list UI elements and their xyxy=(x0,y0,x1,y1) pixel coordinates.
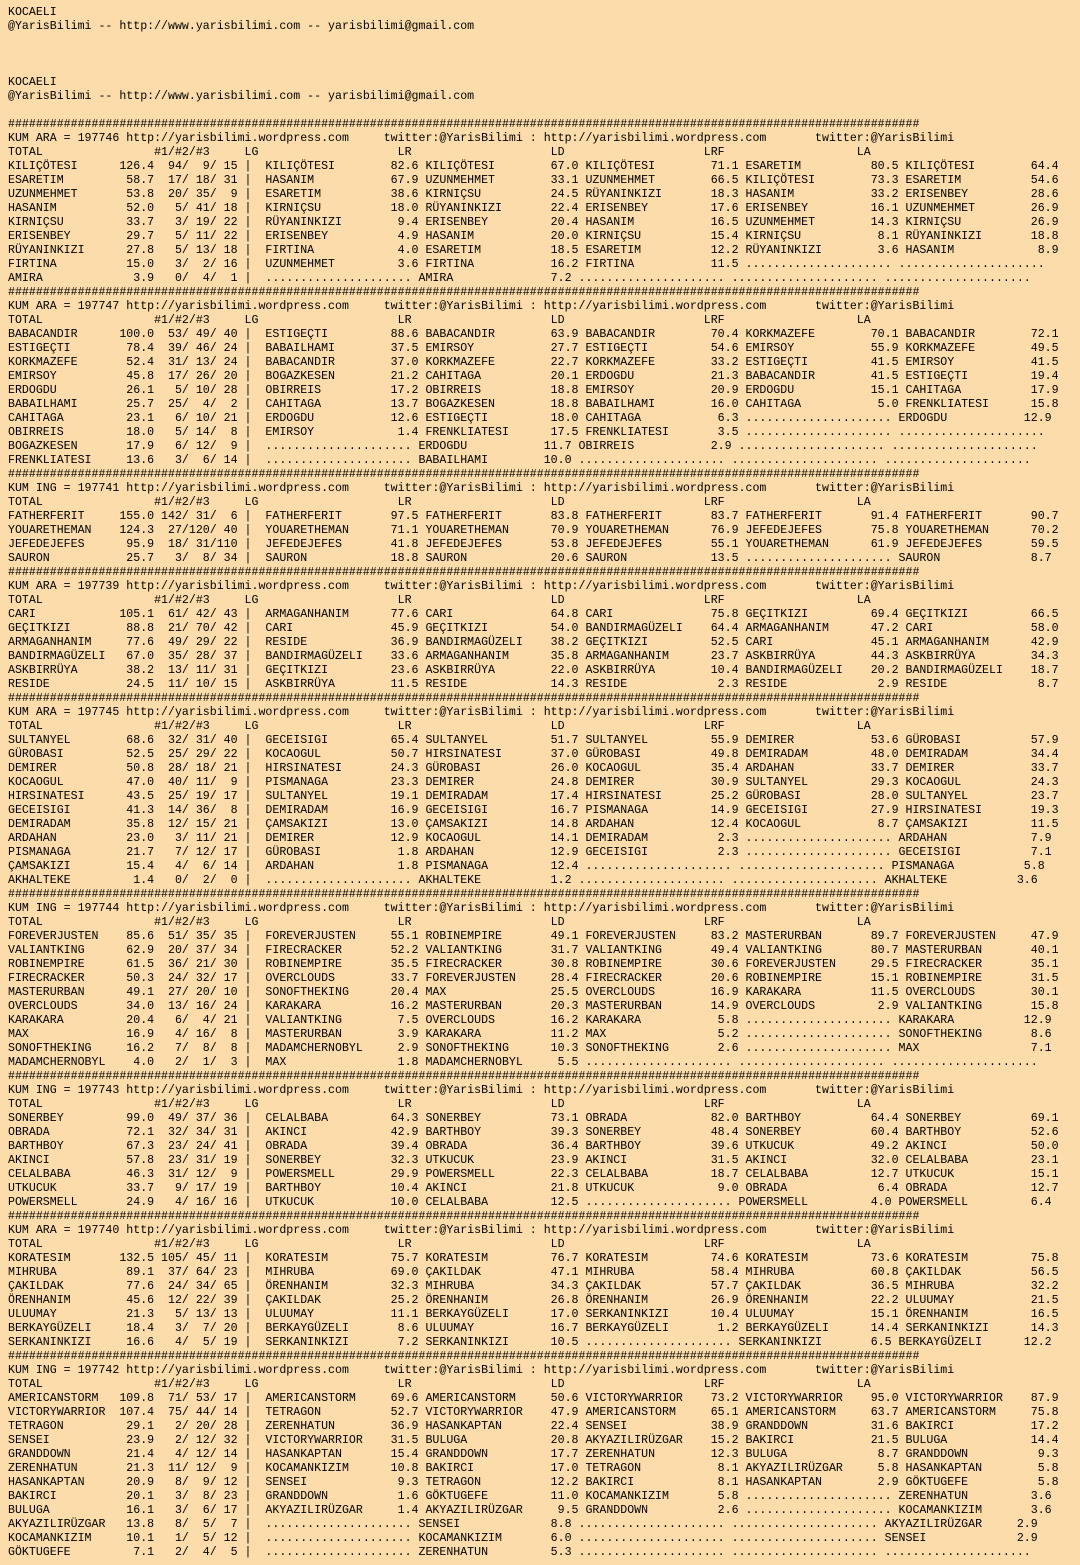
table-header: TOTAL #1/#2/#3 LG LR LD LRF LA xyxy=(8,1238,871,1251)
table-row: ÖRENHANIM 45.6 12/ 22/ 39 | ÇAKILDAK 25.2 ÖRENHANIM 26.8 ÖRENHANIM 26.9 ÖRENHANIM 22.2 ULUUMAY 21.5 xyxy=(8,1294,1059,1307)
table-row: TETRAGON 29.1 2/ 20/ 28 | ZERENHATUN 36.9 HASANKAPTAN 22.4 SENSEI 38.9 GRANDDOWN 31.6 BAKIRCI 17.2 xyxy=(8,1420,1059,1433)
table-row: FIRECRACKER 50.3 24/ 32/ 17 | OVERCLOUDS 33.7 FOREVERJUSTEN 28.4 FIRECRACKER 20.6 ROBINEMPIRE 15.1 ROBINEMPIRE 31.5 xyxy=(8,972,1059,985)
table-row: GECEISIGI 41.3 14/ 36/ 8 | DEMIRADAM 16.9 GECEISIGI 16.7 PISMANAGA 14.9 GECEISIGI 27.9 HIRSINATESI 19.3 xyxy=(8,804,1059,817)
race-title: KUM ING = 197742 http://yarisbilimi.wordpress.com twitter:@YarisBilimi : http://yarisbilimi.wordpress.com twitter:@YarisBilimi xyxy=(8,1364,955,1377)
table-row: KOCAOGUL 47.0 40/ 11/ 9 | PISMANAGA 23.3 DEMIRER 24.8 DEMIRER 30.9 SULTANYEL 29.3 KOCAOGUL 24.3 xyxy=(8,776,1059,789)
table-row: MIHRUBA 89.1 37/ 64/ 23 | MIHRUBA 69.0 ÇAKILDAK 47.1 MIHRUBA 58.4 MIHRUBA 60.8 ÇAKILDAK 56.5 xyxy=(8,1266,1059,1279)
table-row: OBIRREIS 18.0 5/ 14/ 8 | EMIRSOY 1.4 FRENKLIATESI 17.5 FRENKLIATESI 3.5 ..................... ..................... xyxy=(8,426,1045,439)
table-row: SONERBEY 99.0 49/ 37/ 36 | CELALBABA 64.3 SONERBEY 73.1 OBRADA 82.0 BARTHBOY 64.4 SONERBEY 69.1 xyxy=(8,1112,1059,1125)
section-separator: ################################################################################################################################### xyxy=(8,118,920,131)
section-separator: ################################################################################################################################### xyxy=(8,566,920,579)
race-title: KUM ARA = 197746 http://yarisbilimi.wordpress.com twitter:@YarisBilimi : http://yarisbilimi.wordpress.com twitter:@YarisBilimi xyxy=(8,132,955,145)
table-row: GÖKTUGEFE 7.1 2/ 4/ 5 | ..................... ZERENHATUN 5.3 ..................... ..................... ..................... xyxy=(8,1546,1031,1559)
table-row: POWERSMELL 24.9 4/ 16/ 16 | UTKUCUK 10.0 CELALBABA 12.5 ..................... POWERSMELL 4.0 POWERSMELL 6.4 xyxy=(8,1196,1052,1209)
table-row: MASTERURBAN 49.1 27/ 20/ 10 | SONOFTHEKING 20.4 MAX 25.5 OVERCLOUDS 16.9 KARAKARA 11.5 OVERCLOUDS 30.1 xyxy=(8,986,1059,999)
table-row: AKYAZILIRÜZGAR 13.8 8/ 5/ 7 | ..................... SENSEI 8.8 ..................... ..................... AKYAZILIRÜZGAR 2.9 xyxy=(8,1518,1038,1531)
table-row: VICTORYWARRIOR 107.4 75/ 44/ 14 | TETRAGON 52.7 VICTORYWARRIOR 47.9 AMERICANSTORM 65.1 AMERICANSTORM 63.7 AMERICANSTORM 75.8 xyxy=(8,1406,1059,1419)
table-row: FIRTINA 15.0 3/ 2/ 16 | UZUNMEHMET 3.6 FIRTINA 16.2 FIRTINA 11.5 ..................... ..................... xyxy=(8,258,1045,271)
table-row: ROBINEMPIRE 61.5 36/ 21/ 30 | ROBINEMPIRE 35.5 FIRECRACKER 30.8 ROBINEMPIRE 30.6 FOREVERJUSTEN 29.5 FIRECRACKER 35.1 xyxy=(8,958,1059,971)
table-row: KARAKARA 20.4 6/ 4/ 21 | VALIANTKING 7.5 OVERCLOUDS 16.2 KARAKARA 5.8 ..................... KARAKARA 12.9 xyxy=(8,1014,1052,1027)
table-row: BAKIRCI 20.1 3/ 8/ 23 | GRANDDOWN 1.6 GÖKTUGEFE 11.0 KOCAMANKIZIM 5.8 ..................... ZERENHATUN 3.6 xyxy=(8,1490,1052,1503)
table-row: GRANDDOWN 21.4 4/ 12/ 14 | HASANKAPTAN 15.4 GRANDDOWN 17.7 ZERENHATUN 12.3 BULUGA 8.7 GRANDDOWN 9.3 xyxy=(8,1448,1059,1461)
table-row: CELALBABA 46.3 31/ 12/ 9 | POWERSMELL 29.9 POWERSMELL 22.3 CELALBABA 18.7 CELALBABA 12.7 UTKUCUK 15.1 xyxy=(8,1168,1059,1181)
race-title: KUM ING = 197741 http://yarisbilimi.wordpress.com twitter:@YarisBilimi : http://yarisbilimi.wordpress.com twitter:@YarisBilimi xyxy=(8,482,955,495)
table-header: TOTAL #1/#2/#3 LG LR LD LRF LA xyxy=(8,720,871,733)
section-separator: ################################################################################################################################### xyxy=(8,1350,920,1363)
race-title: KUM ARA = 197745 http://yarisbilimi.wordpress.com twitter:@YarisBilimi : http://yarisbilimi.wordpress.com twitter:@YarisBilimi xyxy=(8,706,955,719)
contact-line-repeat: @YarisBilimi -- http://www.yarisbilimi.com -- yarisbilimi@gmail.com xyxy=(8,90,475,103)
table-row: ESARETIM 58.7 17/ 18/ 31 | HASANIM 67.9 UZUNMEHMET 33.1 UZUNMEHMET 66.5 KILIÇÖTESI 73.3 ESARETIM 54.6 xyxy=(8,174,1059,187)
section-separator: ################################################################################################################################### xyxy=(8,1210,920,1223)
section-separator: ################################################################################################################################### xyxy=(8,1070,920,1083)
table-row: KORATESIM 132.5 105/ 45/ 11 | KORATESIM 75.7 KORATESIM 76.7 KORATESIM 74.6 KORATESIM 73.6 KORATESIM 75.8 xyxy=(8,1252,1059,1265)
table-row: CAHITAGA 23.1 6/ 10/ 21 | ERDOGDU 12.6 ESTIGEÇTI 18.0 CAHITAGA 6.3 ..................... ERDOGDU 12.9 xyxy=(8,412,1052,425)
table-row: RÜYANINKIZI 27.8 5/ 13/ 18 | FIRTINA 4.0 ESARETIM 18.5 ESARETIM 12.2 RÜYANINKIZI 3.6 HASANIM 8.9 xyxy=(8,244,1059,257)
table-row: BABACANDIR 100.0 53/ 49/ 40 | ESTIGEÇTI 88.6 BABACANDIR 63.9 BABACANDIR 70.4 KORKMAZEFE 70.1 BABACANDIR 72.1 xyxy=(8,328,1059,341)
table-row: ARDAHAN 23.0 3/ 11/ 21 | DEMIRER 12.9 KOCAOGUL 14.1 DEMIRADAM 2.3 ..................... ARDAHAN 7.9 xyxy=(8,832,1052,845)
table-row: KIRNIÇSU 33.7 3/ 19/ 22 | RÜYANINKIZI 9.4 ERISENBEY 20.4 HASANIM 16.5 UZUNMEHMET 14.3 KIRNIÇSU 26.9 xyxy=(8,216,1059,229)
spacer xyxy=(8,34,1072,76)
table-row: AMERICANSTORM 109.8 71/ 53/ 17 | AMERICANSTORM 69.6 AMERICANSTORM 50.6 VICTORYWARRIOR 73.2 VICTORYWARRIOR 95.0 VICTORYWARRIOR 87.9 xyxy=(8,1392,1059,1405)
table-row: AKINCI 57.8 23/ 31/ 19 | SONERBEY 32.3 UTKUCUK 23.9 AKINCI 31.5 AKINCI 32.0 CELALBABA 23.1 xyxy=(8,1154,1059,1167)
table-row: FOREVERJUSTEN 85.6 51/ 35/ 35 | FOREVERJUSTEN 55.1 ROBINEMPIRE 49.1 FOREVERJUSTEN 83.2 MASTERURBAN 89.7 FOREVERJUSTEN 47.9 xyxy=(8,930,1059,943)
table-row: UTKUCUK 33.7 9/ 17/ 19 | BARTHBOY 10.4 AKINCI 21.8 UTKUCUK 9.0 OBRADA 6.4 OBRADA 12.7 xyxy=(8,1182,1059,1195)
table-header: TOTAL #1/#2/#3 LG LR LD LRF LA xyxy=(8,1098,871,1111)
table-row: MADAMCHERNOBYL 4.0 2/ 1/ 3 | MAX 1.8 MADAMCHERNOBYL 5.5 ..................... ..................... ..................... xyxy=(8,1056,1038,1069)
race-title: KUM ARA = 197747 http://yarisbilimi.wordpress.com twitter:@YarisBilimi : http://yarisbilimi.wordpress.com twitter:@YarisBilimi xyxy=(8,300,955,313)
table-row: JEFEDEJEFES 95.9 18/ 31/110 | JEFEDEJEFES 41.8 JEFEDEJEFES 53.8 JEFEDEJEFES 55.1 YOUARETHEMAN 61.9 JEFEDEJEFES 59.5 xyxy=(8,538,1059,551)
table-row: SAURON 25.7 3/ 8/ 34 | SAURON 18.8 SAURON 20.6 SAURON 13.5 ..................... SAURON 8.7 xyxy=(8,552,1052,565)
race-title: KUM ING = 197744 http://yarisbilimi.wordpress.com twitter:@YarisBilimi : http://yarisbilimi.wordpress.com twitter:@YarisBilimi xyxy=(8,902,955,915)
table-row: KORKMAZEFE 52.4 31/ 13/ 24 | BABACANDIR 37.0 KORKMAZEFE 22.7 KORKMAZEFE 33.2 ESTIGEÇTI 41.5 EMIRSOY 41.5 xyxy=(8,356,1059,369)
table-row: GEÇITKIZI 88.8 21/ 70/ 42 | CARI 45.9 GEÇITKIZI 54.0 BANDIRMAGÜZELI 64.4 ARMAGANHANIM 47.2 CARI 58.0 xyxy=(8,622,1059,635)
table-row: HASANKAPTAN 20.9 8/ 9/ 12 | SENSEI 9.3 TETRAGON 12.2 BAKIRCI 8.1 HASANKAPTAN 2.9 GÖKTUGEFE 5.8 xyxy=(8,1476,1059,1489)
table-row: EMIRSOY 45.8 17/ 26/ 20 | BOGAZKESEN 21.2 CAHITAGA 20.1 ERDOGDU 21.3 BABACANDIR 41.5 ESTIGEÇTI 19.4 xyxy=(8,370,1059,383)
race-title: KUM ARA = 197739 http://yarisbilimi.wordpress.com twitter:@YarisBilimi : http://yarisbilimi.wordpress.com twitter:@YarisBilimi xyxy=(8,580,955,593)
table-row: ÇAKILDAK 77.6 24/ 34/ 65 | ÖRENHANIM 32.3 MIHRUBA 34.3 ÇAKILDAK 57.7 ÇAKILDAK 36.5 MIHRUBA 32.2 xyxy=(8,1280,1059,1293)
table-row: KILIÇÖTESI 126.4 94/ 9/ 15 | KILIÇÖTESI 82.6 KILIÇÖTESI 67.0 KILIÇÖTESI 71.1 ESARETIM 80.5 KILIÇÖTESI 64.4 xyxy=(8,160,1059,173)
table-row: ARMAGANHANIM 77.6 49/ 29/ 22 | RESIDE 36.9 BANDIRMAGÜZELI 38.2 GEÇITKIZI 52.5 CARI 45.1 ARMAGANHANIM 42.9 xyxy=(8,636,1059,649)
table-row: ERDOGDU 26.1 5/ 10/ 28 | OBIRREIS 17.2 OBIRREIS 18.8 EMIRSOY 20.9 ERDOGDU 15.1 CAHITAGA 17.9 xyxy=(8,384,1059,397)
table-row: OBRADA 72.1 32/ 34/ 31 | AKINCI 42.9 BARTHBOY 39.3 SONERBEY 48.4 SONERBEY 60.4 BARTHBOY 52.6 xyxy=(8,1126,1059,1139)
table-row: BABAILHAMI 25.7 25/ 4/ 2 | CAHITAGA 13.7 BOGAZKESEN 18.8 BABAILHAMI 16.0 CAHITAGA 5.0 FRENKLIATESI 15.8 xyxy=(8,398,1059,411)
table-row: KOCAMANKIZIM 10.1 1/ 5/ 12 | ..................... KOCAMANKIZIM 6.0 ..................... ..................... SENSEI 2.9 xyxy=(8,1532,1038,1545)
table-header: TOTAL #1/#2/#3 LG LR LD LRF LA xyxy=(8,146,871,159)
contact-line: @YarisBilimi -- http://www.yarisbilimi.com -- yarisbilimi@gmail.com xyxy=(8,20,475,33)
table-row: BERKAYGÜZELI 18.4 3/ 7/ 20 | BERKAYGÜZELI 8.6 ULUUMAY 16.7 BERKAYGÜZELI 1.2 BERKAYGÜZELI 14.4 SERKANINKIZI 14.3 xyxy=(8,1322,1059,1335)
table-row: CARI 105.1 61/ 42/ 43 | ARMAGANHANIM 77.6 CARI 64.8 CARI 75.8 GEÇITKIZI 69.4 GEÇITKIZI 66.5 xyxy=(8,608,1059,621)
table-row: VALIANTKING 62.9 20/ 37/ 34 | FIRECRACKER 52.2 VALIANTKING 31.7 VALIANTKING 49.4 VALIANTKING 80.7 MASTERURBAN 40.1 xyxy=(8,944,1059,957)
table-row: AKHALTEKE 1.4 0/ 2/ 0 | ..................... AKHALTEKE 1.2 ..................... ..................... AKHALTEKE 3.6 xyxy=(8,874,1038,887)
spacer xyxy=(8,104,1072,118)
table-header: TOTAL #1/#2/#3 LG LR LD LRF LA xyxy=(8,916,871,929)
table-row: BOGAZKESEN 17.9 6/ 12/ 9 | ..................... ERDOGDU 11.7 OBIRREIS 2.9 ..................... ..................... xyxy=(8,440,1038,453)
table-header: TOTAL #1/#2/#3 LG LR LD LRF LA xyxy=(8,496,871,509)
table-row: ERISENBEY 29.7 5/ 11/ 22 | ERISENBEY 4.9 HASANIM 20.0 KIRNIÇSU 15.4 KIRNIÇSU 8.1 RÜYANINKIZI 18.8 xyxy=(8,230,1059,243)
table-row: ÇAMSAKIZI 15.4 4/ 6/ 14 | ARDAHAN 1.8 PISMANAGA 12.4 ..................... ..................... PISMANAGA 5.8 xyxy=(8,860,1045,873)
table-row: BARTHBOY 67.3 23/ 24/ 41 | OBRADA 39.4 OBRADA 36.4 BARTHBOY 39.6 UTKUCUK 49.2 AKINCI 50.0 xyxy=(8,1140,1059,1153)
table-row: PISMANAGA 21.7 7/ 12/ 17 | GÜROBASI 1.8 ARDAHAN 12.9 GECEISIGI 2.3 ..................... GECEISIGI 7.1 xyxy=(8,846,1052,859)
race-sections xyxy=(8,118,1072,1560)
table-row: ULUUMAY 21.3 5/ 13/ 13 | ULUUMAY 11.1 BERKAYGÜZELI 17.0 SERKANINKIZI 10.4 ULUUMAY 15.1 ÖRENHANIM 16.5 xyxy=(8,1308,1059,1321)
table-row: BULUGA 16.1 3/ 6/ 17 | AKYAZILIRÜZGAR 1.4 AKYAZILIRÜZGAR 9.5 GRANDDOWN 2.6 ..................... KOCAMANKIZIM 3.6 xyxy=(8,1504,1052,1517)
table-row: ZERENHATUN 21.3 11/ 12/ 9 | KOCAMANKIZIM 10.8 BAKIRCI 17.0 TETRAGON 8.1 AKYAZILIRÜZGAR 5.8 HASANKAPTAN 5.8 xyxy=(8,1462,1059,1475)
section-separator: ################################################################################################################################### xyxy=(8,888,920,901)
table-row: ASKBIRRÜYA 38.2 13/ 11/ 31 | GEÇITKIZI 23.6 ASKBIRRÜYA 22.0 ASKBIRRÜYA 10.4 BANDIRMAGÜZELI 20.2 BANDIRMAGÜZELI 18.7 xyxy=(8,664,1059,677)
city-title: KOCAELI xyxy=(8,6,57,19)
table-row: SERKANINKIZI 16.6 4/ 5/ 19 | SERKANINKIZI 7.2 SERKANINKIZI 10.5 ..................... SERKANINKIZI 6.5 BERKAYGÜZELI 12.2 xyxy=(8,1336,1052,1349)
table-row: DEMIRER 50.8 28/ 18/ 21 | HIRSINATESI 24.3 GÜROBASI 26.0 KOCAOGUL 35.4 ARDAHAN 33.7 DEMIRER 33.7 xyxy=(8,762,1059,775)
table-row: BANDIRMAGÜZELI 67.0 35/ 28/ 37 | BANDIRMAGÜZELI 33.6 ARMAGANHANIM 35.8 ARMAGANHANIM 23.7 ASKBIRRÜYA 44.3 ASKBIRRÜYA 34.3 xyxy=(8,650,1059,663)
table-header: TOTAL #1/#2/#3 LG LR LD LRF LA xyxy=(8,594,871,607)
table-row: FATHERFERIT 155.0 142/ 31/ 6 | FATHERFERIT 97.5 FATHERFERIT 83.8 FATHERFERIT 83.7 FATHERFERIT 91.4 FATHERFERIT 90.7 xyxy=(8,510,1059,523)
table-row: SULTANYEL 68.6 32/ 31/ 40 | GECEISIGI 65.4 SULTANYEL 51.7 SULTANYEL 55.9 DEMIRER 53.6 GÜROBASI 57.9 xyxy=(8,734,1059,747)
table-row: HASANIM 52.0 5/ 41/ 18 | KIRNIÇSU 18.0 RÜYANINKIZI 22.4 ERISENBEY 17.6 ERISENBEY 16.1 UZUNMEHMET 26.9 xyxy=(8,202,1059,215)
table-row: DEMIRADAM 35.8 12/ 15/ 21 | ÇAMSAKIZI 13.0 ÇAMSAKIZI 14.8 ARDAHAN 12.4 KOCAOGUL 8.7 ÇAMSAKIZI 11.5 xyxy=(8,818,1059,831)
section-separator: ################################################################################################################################### xyxy=(8,468,920,481)
table-row: UZUNMEHMET 53.8 20/ 35/ 9 | ESARETIM 38.6 KIRNIÇSU 24.5 RÜYANINKIZI 18.3 HASANIM 33.2 ERISENBEY 28.6 xyxy=(8,188,1059,201)
table-row: HIRSINATESI 43.5 25/ 19/ 17 | SULTANYEL 19.1 DEMIRADAM 17.4 HIRSINATESI 25.2 GÜROBASI 28.0 SULTANYEL 23.7 xyxy=(8,790,1059,803)
table-row: AMIRA 3.9 0/ 4/ 1 | ..................... AMIRA 7.2 ..................... ..................... ..................... xyxy=(8,272,1031,285)
table-header: TOTAL #1/#2/#3 LG LR LD LRF LA xyxy=(8,314,871,327)
race-title: KUM ARA = 197740 http://yarisbilimi.wordpress.com twitter:@YarisBilimi : http://yarisbilimi.wordpress.com twitter:@YarisBilimi xyxy=(8,1224,955,1237)
section-separator: ################################################################################################################################### xyxy=(8,692,920,705)
table-row: RESIDE 24.5 11/ 10/ 15 | ASKBIRRÜYA 11.5 RESIDE 14.3 RESIDE 2.3 RESIDE 2.9 RESIDE 8.7 xyxy=(8,678,1059,691)
race-title: KUM ING = 197743 http://yarisbilimi.wordpress.com twitter:@YarisBilimi : http://yarisbilimi.wordpress.com twitter:@YarisBilimi xyxy=(8,1084,955,1097)
table-row: MAX 16.9 4/ 16/ 8 | MASTERURBAN 3.9 KARAKARA 11.2 MAX 5.2 ..................... SONOFTHEKING 8.6 xyxy=(8,1028,1052,1041)
city-title-repeat: KOCAELI xyxy=(8,76,57,89)
table-header: TOTAL #1/#2/#3 LG LR LD LRF LA xyxy=(8,1378,871,1391)
table-row: OVERCLOUDS 34.0 13/ 16/ 24 | KARAKARA 16.2 MASTERURBAN 20.3 MASTERURBAN 14.9 OVERCLOUDS 2.9 VALIANTKING 15.8 xyxy=(8,1000,1059,1013)
table-row: GÜROBASI 52.5 25/ 29/ 22 | KOCAOGUL 50.7 HIRSINATESI 37.0 GÜROBASI 49.8 DEMIRADAM 48.0 DEMIRADAM 34.4 xyxy=(8,748,1059,761)
table-row: SONOFTHEKING 16.2 7/ 8/ 8 | MADAMCHERNOBYL 2.9 SONOFTHEKING 10.3 SONOFTHEKING 2.6 ..................... MAX 7.1 xyxy=(8,1042,1052,1055)
section-separator: ################################################################################################################################### xyxy=(8,286,920,299)
table-row: SENSEI 23.9 2/ 12/ 32 | VICTORYWARRIOR 31.5 BULUGA 20.8 AKYAZILIRÜZGAR 15.2 BAKIRCI 21.5 BULUGA 14.4 xyxy=(8,1434,1059,1447)
table-row: FRENKLIATESI 13.6 3/ 6/ 14 | ..................... BABAILHAMI 10.0 ..................... ..................... ..................... xyxy=(8,454,1031,467)
table-row: YOUARETHEMAN 124.3 27/120/ 40 | YOUARETHEMAN 71.1 YOUARETHEMAN 70.9 YOUARETHEMAN 76.9 JEFEDEJEFES 75.8 YOUARETHEMAN 70.2 xyxy=(8,524,1059,537)
table-row: ESTIGEÇTI 78.4 39/ 46/ 24 | BABAILHAMI 37.5 EMIRSOY 27.7 ESTIGEÇTI 54.6 EMIRSOY 55.9 KORKMAZEFE 49.5 xyxy=(8,342,1059,355)
